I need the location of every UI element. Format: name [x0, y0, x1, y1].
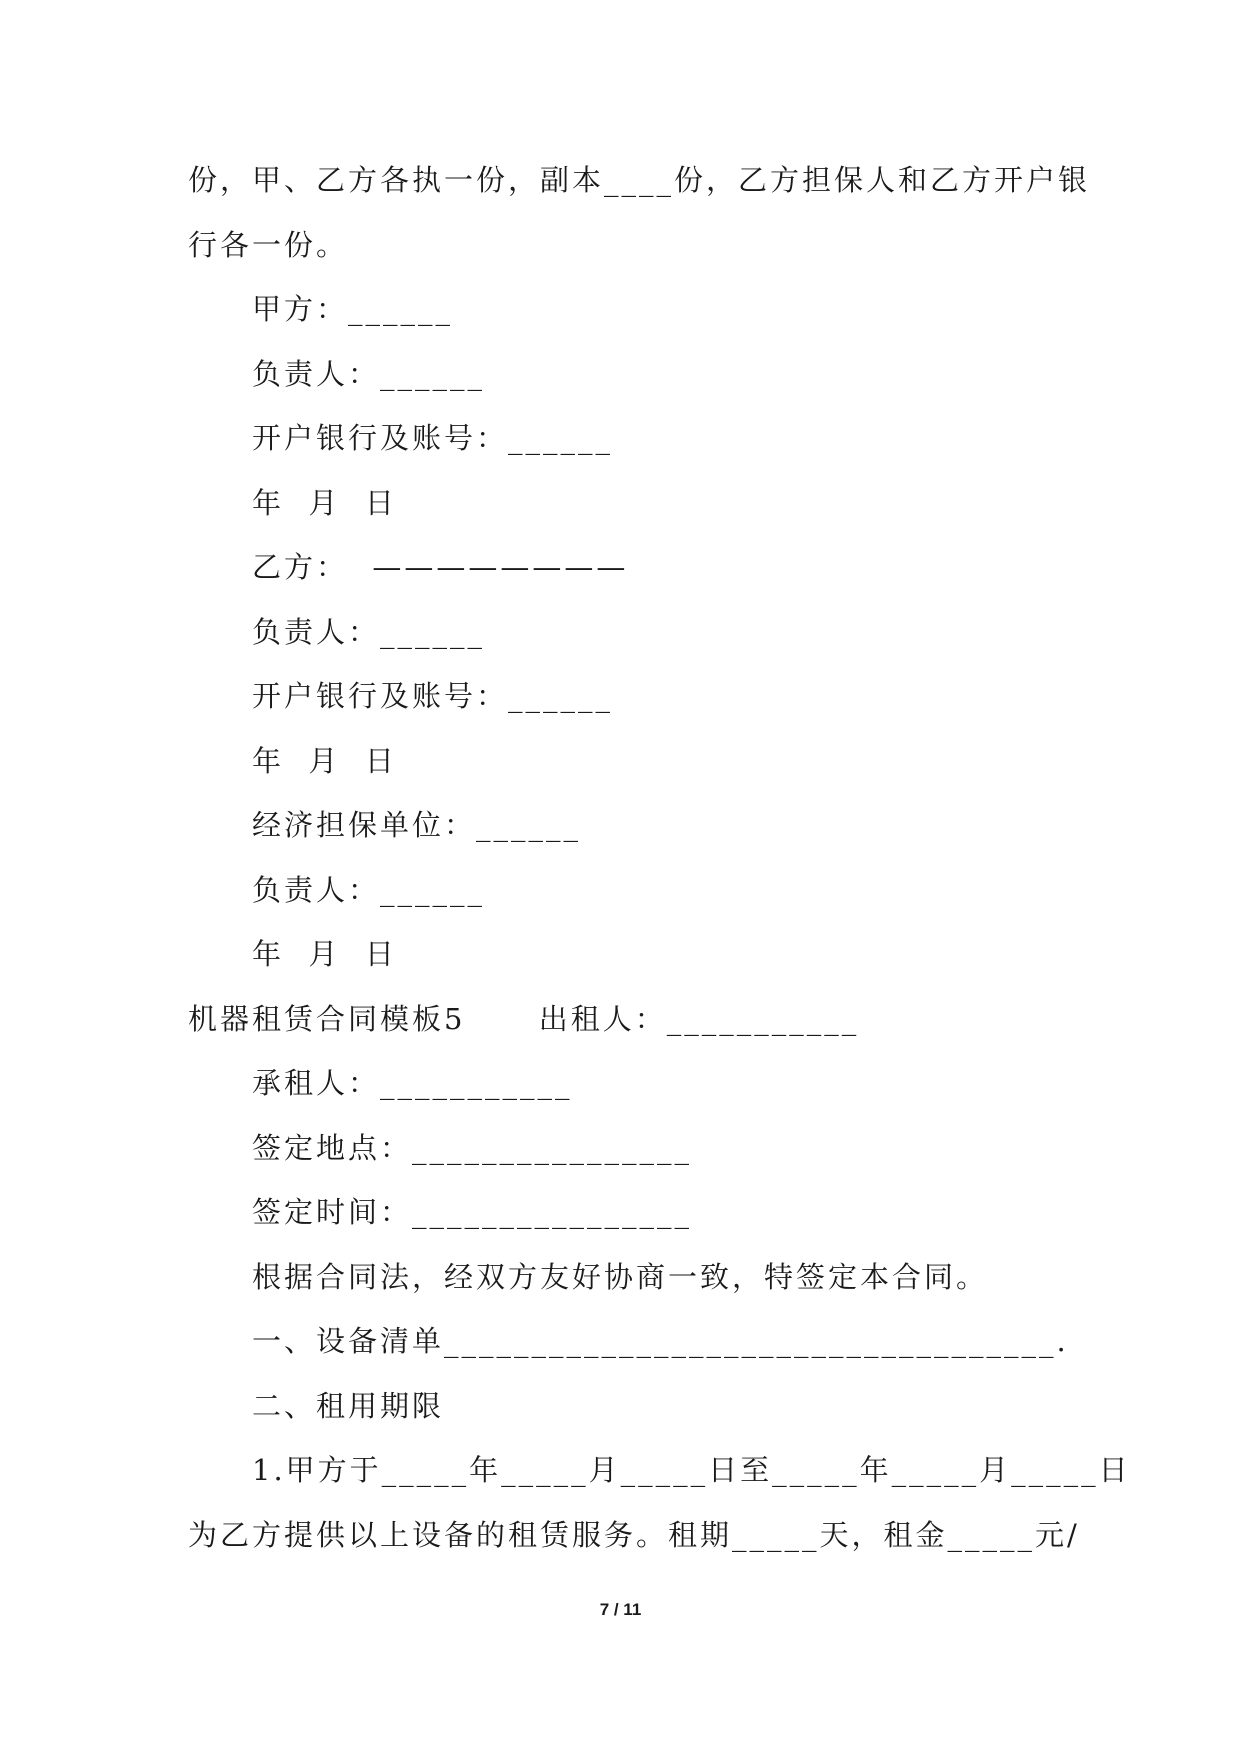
clause-equipment-list: 一、设备清单___________________________________.	[252, 1324, 1069, 1358]
party-b-label: 乙方： ————————	[252, 550, 629, 584]
party-a-date: 年 月 日	[252, 485, 397, 520]
guarantor-responsible: 负责人：______	[252, 872, 486, 907]
party-a-responsible: 负责人：______	[252, 356, 486, 391]
signing-time: 签定时间：________________	[252, 1195, 693, 1229]
guarantor-label: 经济担保单位：______	[252, 808, 582, 842]
lessee-label: 承租人：___________	[252, 1066, 573, 1100]
party-b-bank-account: 开户银行及账号：______	[252, 679, 614, 713]
document-body	[188, 148, 1131, 1567]
party-b-date: 年 月 日	[252, 743, 397, 778]
guarantor-date: 年 月 日	[252, 937, 397, 971]
party-a-bank-account: 开户银行及账号：______	[252, 421, 614, 455]
signing-place: 签定地点：________________	[252, 1130, 693, 1165]
party-a-label: 甲方：______	[252, 292, 454, 326]
clause-1-dates: 1.甲方于_____年_____月_____日至_____年_____月_____日	[252, 1453, 1131, 1487]
paragraph-line: 行各一份。	[188, 227, 349, 262]
clause-1-continued: 为乙方提供以上设备的租赁服务。租期_____天，租金_____元/	[188, 1517, 1080, 1552]
party-b-responsible: 负责人：______	[252, 614, 486, 649]
clause-lease-term: 二、租用期限	[252, 1388, 445, 1423]
paragraph-line: 份，甲、乙方各执一份，副本____份，乙方担保人和乙方开户银	[188, 163, 1091, 197]
page-number: 7 / 11	[599, 1600, 642, 1619]
section-title: 机器租赁合同模板5 出租人：___________	[188, 1001, 860, 1036]
preamble: 根据合同法，经双方友好协商一致，特签定本合同。	[252, 1259, 989, 1294]
